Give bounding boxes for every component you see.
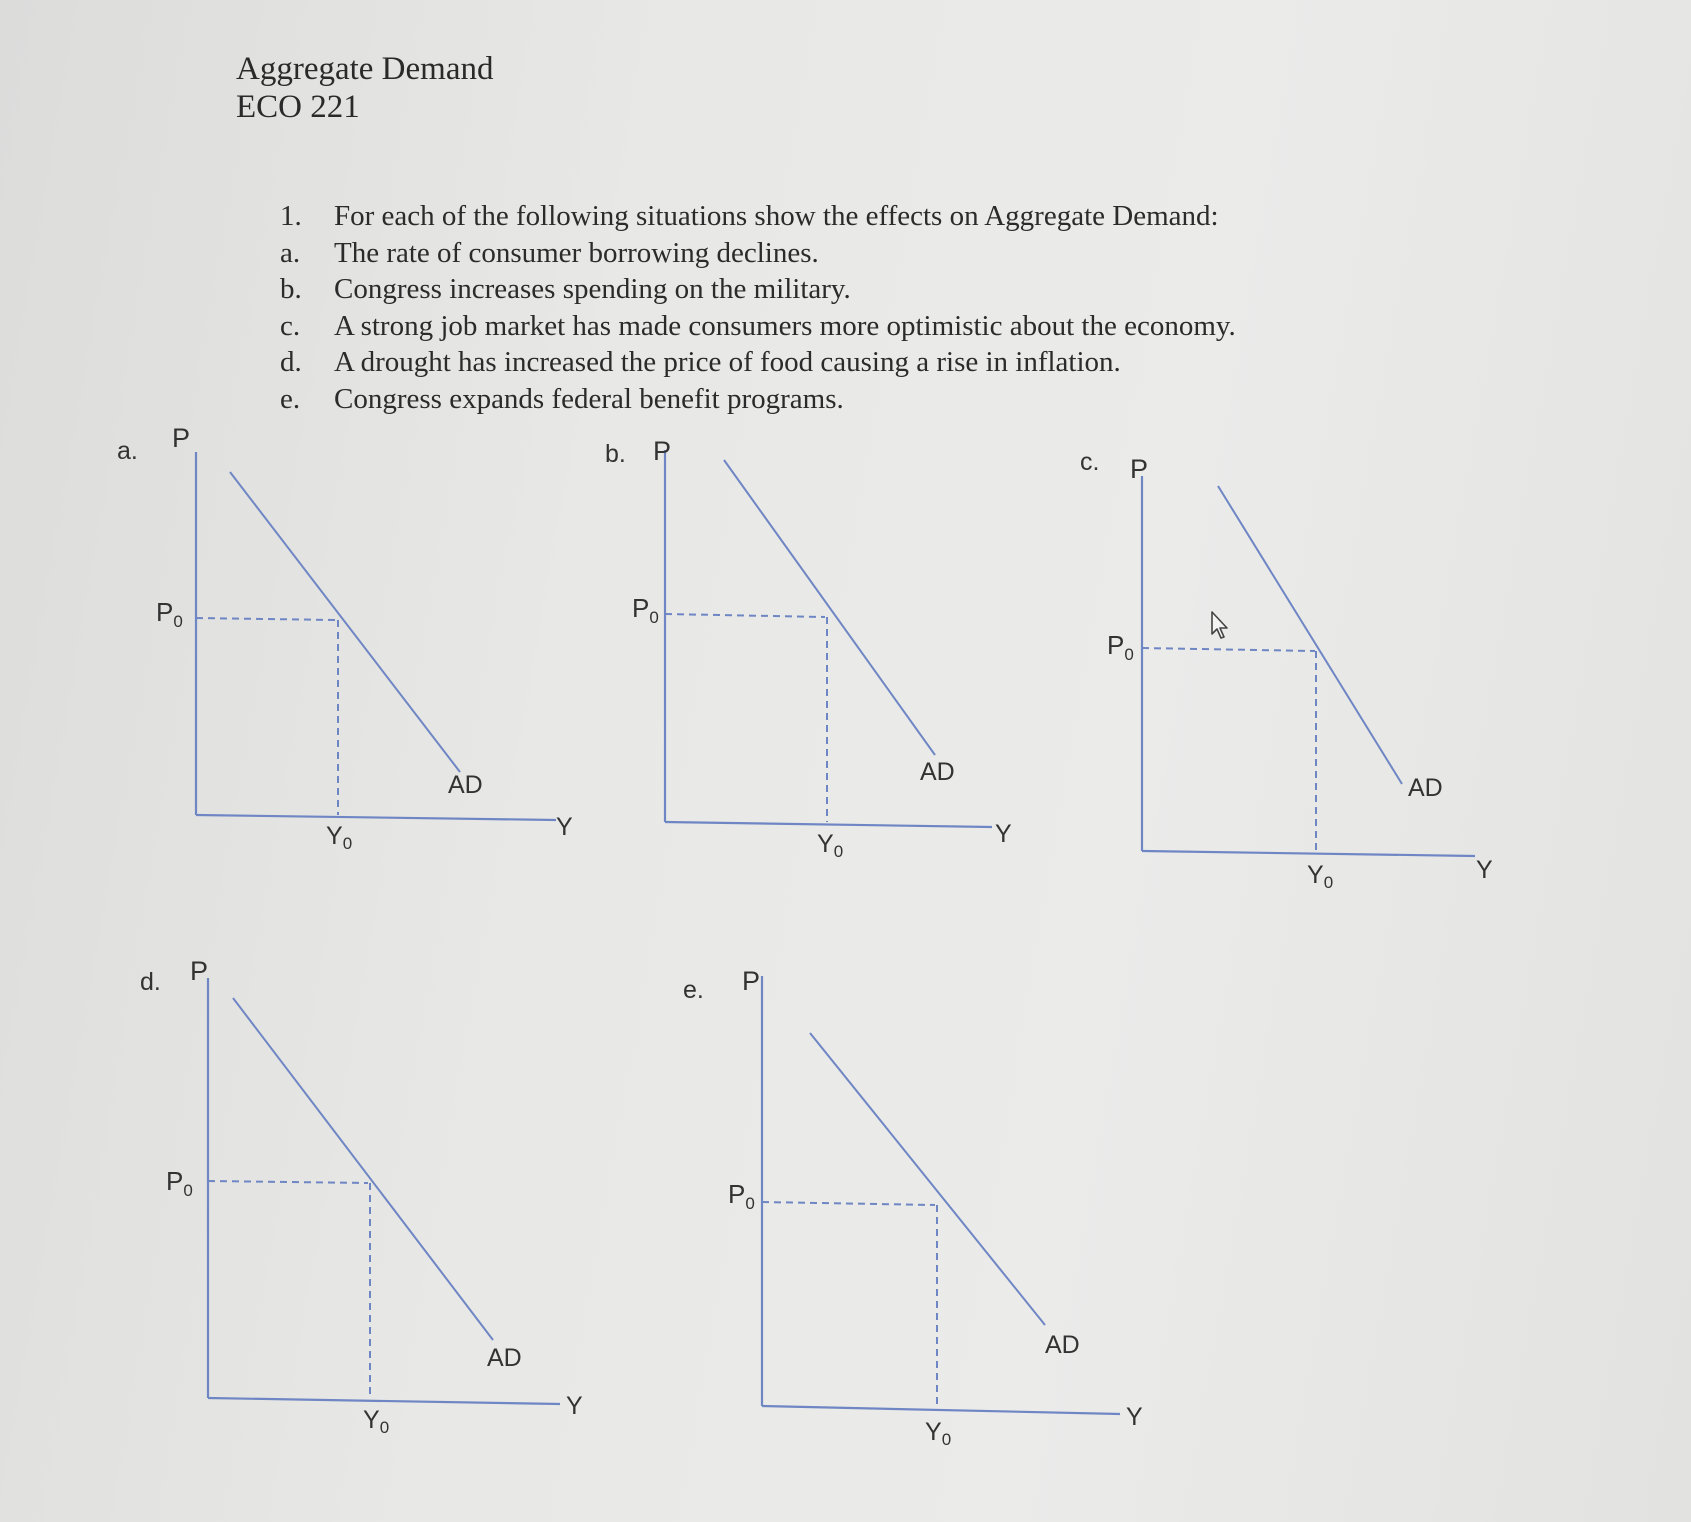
price-dashed-line — [196, 618, 335, 620]
ad-curve — [1218, 486, 1402, 784]
ad-label: AD — [920, 758, 955, 786]
y-subscript: 0 — [342, 834, 353, 853]
x-axis-label: Y — [1126, 1403, 1143, 1431]
item-text: Congress increases spending on the military. — [334, 273, 851, 305]
graph-a — [156, 423, 573, 853]
x-axis — [665, 822, 992, 827]
x-axis-label: Y — [995, 820, 1012, 848]
item-letter: a. — [280, 236, 301, 269]
x-axis — [196, 815, 556, 820]
ad-curve — [724, 460, 935, 755]
ad-label: AD — [1408, 774, 1443, 802]
output-label — [1307, 861, 1333, 892]
x-axis — [1142, 851, 1475, 856]
price-label — [728, 1179, 755, 1213]
price-dashed-line — [665, 614, 825, 617]
item-text: A strong job market has made consumers more optimistic about the economy. — [334, 309, 1236, 342]
price-dashed-line — [1142, 648, 1315, 651]
graph-e — [728, 966, 1143, 1449]
mouse-pointer-icon — [1210, 610, 1232, 640]
x-axis-label: Y — [1476, 856, 1493, 884]
y-subscript: 0 — [1323, 873, 1334, 892]
item-letter: b. — [280, 273, 302, 305]
x-axis — [762, 1406, 1120, 1414]
output-label — [326, 822, 352, 853]
y-letter: Y — [925, 1418, 942, 1446]
ad-curve — [810, 1033, 1045, 1325]
item-letter: d. — [280, 346, 302, 378]
ad-curve — [233, 998, 493, 1340]
y-letter: Y — [1307, 861, 1324, 889]
price-label — [1107, 630, 1134, 664]
y-letter: Y — [817, 830, 834, 858]
y-axis-label: P — [190, 956, 209, 986]
y-axis-label: P — [742, 966, 761, 996]
p-letter: P — [166, 1166, 184, 1196]
p-subscript: 0 — [649, 608, 659, 627]
x-axis-label: Y — [566, 1392, 583, 1420]
price-dashed-line — [762, 1202, 935, 1205]
price-label — [156, 597, 183, 631]
price-label — [632, 593, 659, 627]
p-letter: P — [728, 1179, 746, 1209]
output-label — [925, 1418, 951, 1449]
p-subscript: 0 — [183, 1181, 193, 1200]
p-letter: P — [156, 597, 174, 627]
y-subscript: 0 — [941, 1430, 952, 1449]
graph-b — [632, 436, 1012, 861]
output-label — [363, 1406, 389, 1437]
item-letter: e. — [280, 382, 301, 415]
p-subscript: 0 — [1124, 645, 1134, 664]
item-text: The rate of consumer borrowing declines. — [334, 236, 819, 269]
ad-label: AD — [1045, 1331, 1080, 1359]
p-subscript: 0 — [745, 1194, 755, 1213]
y-letter: Y — [326, 822, 343, 850]
title-line-2: ECO 221 — [236, 89, 360, 125]
graph-b-label: b. — [605, 440, 626, 468]
item-text: A drought has increased the price of food causing a rise in inflation. — [334, 346, 1121, 378]
y-axis-label: P — [1130, 454, 1149, 484]
y-axis-label: P — [653, 436, 672, 466]
output-label — [817, 830, 843, 861]
graph-e-label: e. — [683, 976, 704, 1004]
ad-label: AD — [448, 771, 483, 799]
x-axis — [208, 1398, 560, 1404]
p-letter: P — [632, 593, 650, 623]
y-subscript: 0 — [833, 842, 844, 861]
price-dashed-line — [208, 1181, 368, 1183]
graph-c-label: c. — [1080, 448, 1100, 476]
p-subscript: 0 — [173, 612, 183, 631]
title-line-1: Aggregate Demand — [236, 51, 494, 87]
item-letter: c. — [280, 309, 301, 342]
y-letter: Y — [363, 1406, 380, 1434]
graph-a-label: a. — [117, 437, 138, 465]
price-label — [166, 1166, 193, 1200]
y-axis-label: P — [172, 423, 191, 453]
graph-d — [166, 956, 583, 1437]
graph-c — [1107, 454, 1493, 892]
p-letter: P — [1107, 630, 1125, 660]
ad-curve — [230, 472, 460, 772]
graph-d-label: d. — [140, 968, 161, 996]
y-subscript: 0 — [379, 1418, 390, 1437]
question-prompt: For each of the following situations show the effects on Aggregate Demand: — [334, 200, 1219, 232]
ad-label: AD — [487, 1344, 522, 1372]
question-number: 1. — [280, 200, 302, 232]
x-axis-label: Y — [556, 813, 573, 841]
item-text: Congress expands federal benefit programs. — [334, 382, 844, 415]
